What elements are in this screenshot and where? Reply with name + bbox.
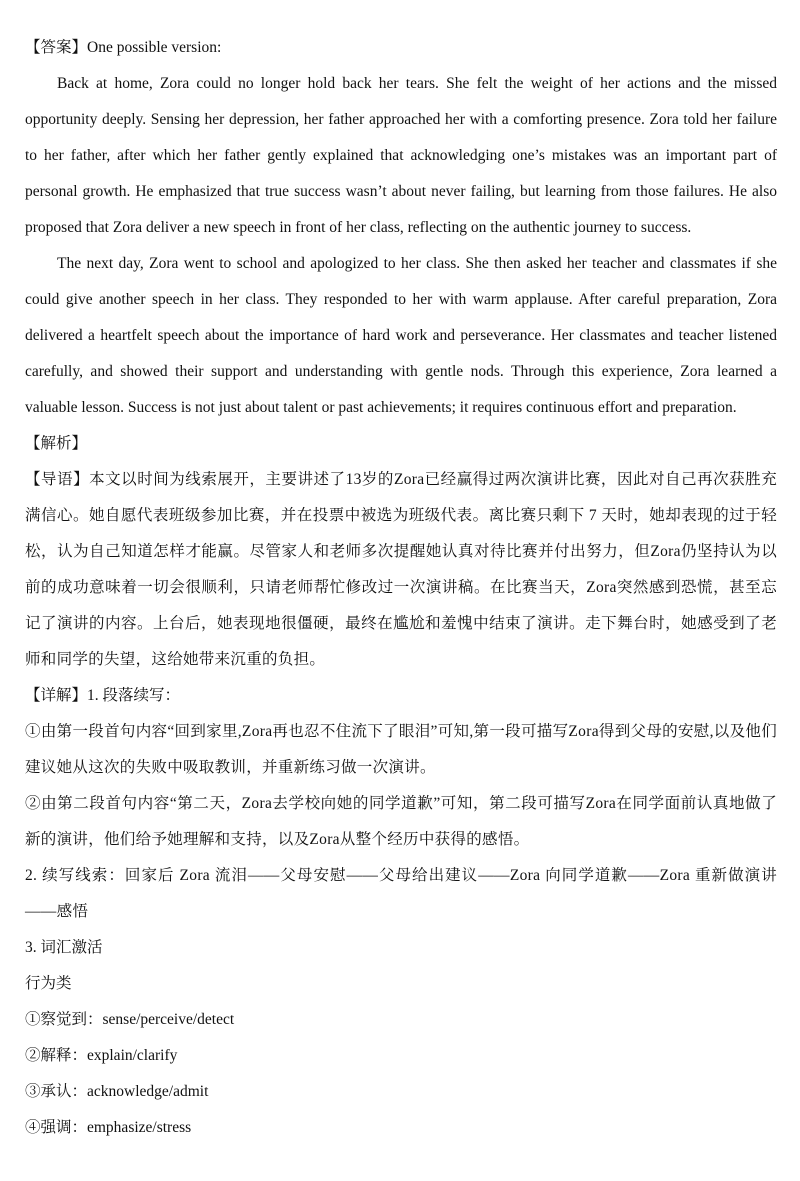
- detail-point-2: ②由第二段首句内容“第二天，Zora去学校向她的同学道歉”可知，第二段可描写Zora在同学面前认真地做了新的演讲，他们给予她理解和支持，以及Zora从整个经历中获得的感悟。: [25, 795, 777, 848]
- guide-text: 本文以时间为线索展开，主要讲述了13岁的Zora已经赢得过两次演讲比赛，因此对自己再次获胜充满信心。她自愿代表班级参加比赛，并在投票中被选为班级代表。离比赛只剩下 7 天时，她却表现的过于轻松，认为自己知道怎样才能赢。尽管家人和老师多次提醒她认真对待比赛并付出努力，但Zora仍坚持认为以前的成功意味着一切会很顺利，只请老师帮忙修改过一次演讲稿。在比赛当天，Zora突然感到恐慌，甚至忘记了演讲的内容。上台后，她表现地很僵硬，最终在尴尬和羞愧中结束了演讲。走下舞台时，她感受到了老师和同学的失望，这给她带来沉重的负担。: [25, 471, 778, 668]
- guide-label: 【导语】: [25, 471, 90, 488]
- answer-paragraph-1: Back at home, Zora could no longer hold back her tears. She felt the weight of her actions and the missed opportunity deeply. Sensing her depression, her father approached her with a comforting presence. Zora told her failure to her father, after which her father gently explained that acknowledging one’s mistakes was an important part of personal growth. He emphasized that true success wasn’t about never failing, but learning from those failures. He also proposed that Zora deliver a new speech in front of her class, reflecting on the authentic journey to success.: [25, 75, 777, 236]
- answer-paragraph-2: The next day, Zora went to school and apologized to her class. She then asked her teacher and classmates if she could give another speech in her class. They responded to her with warm applause. After careful preparation, Zora delivered a heartfelt speech about the importance of hard work and perseverance. Her classmates and teacher listened carefully, and showed their support and understanding with gentle nods. Through this experience, Zora learned a valuable lesson. Success is not just about talent or past achievements; it requires continuous effort and preparation.: [25, 255, 777, 416]
- vocab-item-3: ③承认：acknowledge/admit: [25, 1083, 209, 1100]
- detail-label: 【详解】: [25, 687, 88, 704]
- document-page: [25, 30, 777, 1146]
- vocab-item-2: ②解释：explain/clarify: [25, 1047, 178, 1064]
- detail-heading-2: 2. 续写线索：回家后 Zora 流泪——父母安慰——父母给出建议——Zora 向同学道歉——Zora 重新做演讲——感悟: [25, 867, 777, 920]
- detail-heading-3: 3. 词汇激活: [25, 939, 103, 956]
- answer-heading: [25, 30, 777, 66]
- vocab-category: 行为类: [25, 975, 72, 992]
- vocab-item-1: ①察觉到：sense/perceive/detect: [25, 1011, 235, 1028]
- detail-heading-1: 1. 段落续写：: [87, 687, 181, 704]
- detail-point-1: ①由第一段首句内容“回到家里,Zora再也忍不住流下了眼泪”可知,第一段可描写Zora得到父母的安慰,以及他们建议她从这次的失败中吸取教训，并重新练习做一次演讲。: [25, 723, 777, 776]
- answer-intro: One possible version:: [87, 39, 222, 56]
- detail-heading: [25, 678, 777, 714]
- analysis-label: 【解析】: [25, 435, 88, 452]
- vocab-item-4: ④强调：emphasize/stress: [25, 1119, 192, 1136]
- answer-label: 【答案】: [25, 39, 88, 56]
- guide-paragraph: [25, 462, 777, 678]
